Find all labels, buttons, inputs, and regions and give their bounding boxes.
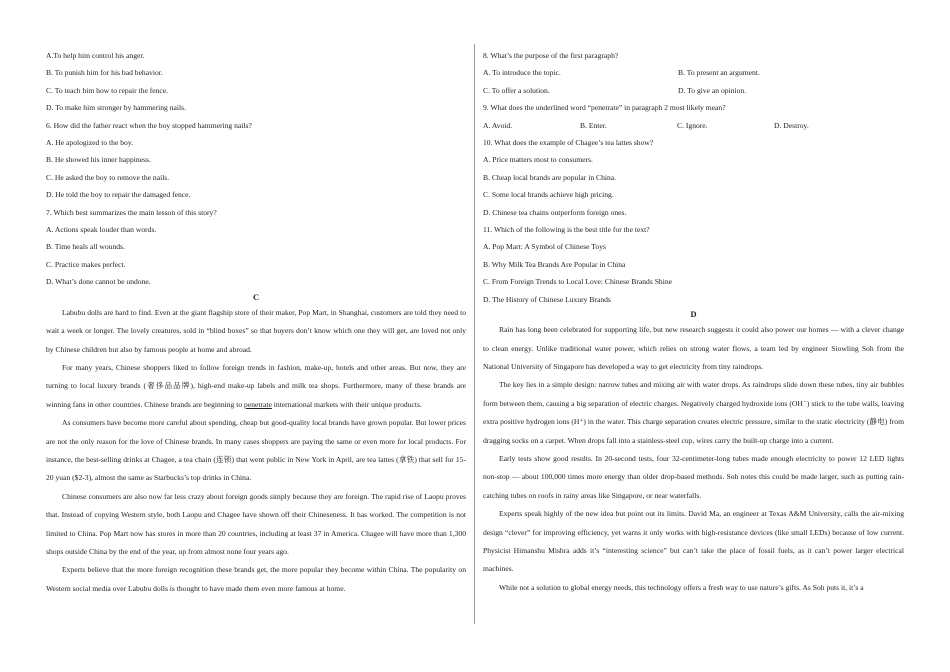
left-column	[46, 47, 466, 598]
q5-option-d: D. To make him stronger by hammering nails.	[46, 103, 186, 113]
q9-option-b: B. Enter.	[580, 120, 607, 130]
q9-question: 9. What does the underlined word “penetrate” in paragraph 2 most likely mean?	[483, 103, 726, 113]
q10-option-c: C. Some local brands achieve high pricing.	[483, 190, 614, 200]
q6-option-c: C. He asked the boy to remove the nails.	[46, 172, 170, 182]
section-d-paragraph-5: While not a solution to global energy needs, this technology offers a fresh way to use nature’s gifts. As Soh puts it, it’s a	[499, 582, 864, 592]
paragraph-2-text-after: international markets with their unique products.	[271, 399, 422, 409]
q9-option-a: A. Avoid.	[483, 120, 513, 130]
q7-option-b: B. Time heals all wounds.	[46, 242, 125, 252]
q11-option-d: D. The History of Chinese Luxury Brands	[483, 294, 611, 304]
q8-option-c: C. To offer a solution.	[483, 85, 550, 95]
q6-option-a: A. He apologized to the boy.	[46, 138, 134, 148]
q7-option-c: C. Practice makes perfect.	[46, 259, 126, 269]
section-d-paragraph-4: Experts speak highly of the new idea but point out its limits. David Ma, an engineer at Texas A&M University, calls the air-mixing design “clever” for improving efficiency, yet warns it only works with high-resistance devices (like small LEDs) because of low current. Physicist Himanshu Mishra adds it’s “interesting science” but can’t take the place of fossil fuels, as it can’t power larger electrical machines.	[483, 509, 904, 574]
q7-option-d: D. What’s done cannot be undone.	[46, 277, 151, 287]
section-c-paragraph-2	[46, 359, 466, 414]
section-c-paragraph-4: Chinese consumers are also now far less crazy about foreign goods simply because they are foreign. The rapid rise of Laopu proves that. Instead of copying Western style, both Laopu and Chagee have shown off their Chineseness. It has worked. The competition is not limited to China. Pop Mart now has stores in more than 20 countries, including at least 37 in America. Chagee will have more than 1,300 shops outside China by the end of the year, up from almost none four years ago.	[46, 491, 466, 556]
q5-option-c: C. To teach him how to repair the fence.	[46, 85, 169, 95]
section-c-paragraph-3: As consumers have become more careful about spending, cheap but good-quality local brands have grown popular. But lower prices are not the only reason for the love of Chinese brands. In many cases shoppers are paying the same or even more for local products. For instance, the best-selling drinks at Chagee, a tea chain (连锁) that went public in New York in April, are tea lattes (拿铁) that sell for 15-20 yuan ($2-3), almost the same as Starbucks’s top drinks in China.	[46, 418, 466, 483]
q8-option-d: D. To give an opinion.	[678, 85, 747, 95]
q6-option-d: D. He told the boy to repair the damaged fence.	[46, 190, 191, 200]
q10-option-d: D. Chinese tea chains outperform foreign ones.	[483, 207, 627, 217]
q7-option-a: A. Actions speak louder than words.	[46, 225, 157, 235]
section-d-paragraph-2: The key lies in a simple design: narrow tubes and mixing air with water drops. As raindrops slide down these tubes, tiny air bubbles form between them, causing a big separation of electric charges. Negatively charged hydroxide ions (OH⁻) stick to the tube walls, leaving extra positive hydrogen ions (H⁺) in the water. This charge separation creates electric pressure, similar to the static electricity (静电) from dragging socks on a carpet. When drops fall into a stainless-steel cup, wires carry the built-up charge into a current.	[483, 380, 904, 445]
q8-option-b: B. To present an argument.	[678, 68, 760, 78]
q10-question: 10. What does the example of Chagee’s tea lattes show?	[483, 138, 654, 148]
q11-option-b: B. Why Milk Tea Brands Are Popular in China	[483, 259, 626, 269]
q8-option-a: A. To introduce the topic.	[483, 68, 561, 78]
q9-option-d: D. Destroy.	[774, 120, 809, 130]
section-c-heading: C	[252, 292, 260, 302]
section-d-paragraph-1: Rain has long been celebrated for supporting life, but new research suggests it could also power our homes — with a clever change to clean energy. Unlike traditional water power, which relies on strong water flows, a team led by engineer Siowling Soh from the National University of Singapore has developed a way to get electricity from tiny raindrops.	[483, 325, 904, 371]
q11-question: 11. Which of the following is the best title for the text?	[483, 225, 650, 235]
q6-option-b: B. He showed his inner happiness.	[46, 155, 151, 165]
section-c-paragraph-1: Labubu dolls are hard to find. Even at the giant flagship store of their maker, Pop Mart, in Shanghai, customers are told they need to wait a week or longer. The lovely creatures, sold in “blind boxes” so that buyers don’t know which one they will get, are loved not only by Chinese children but also by famous people at home and abroad.	[46, 307, 466, 354]
q6-question: 6. How did the father react when the boy stopped hammering nails?	[46, 120, 252, 130]
q5-option-a: A.To help him control his anger.	[46, 51, 145, 60]
q5-option-b: B. To punish him for his bad behavior.	[46, 68, 163, 78]
section-d-heading: D	[690, 310, 697, 320]
q7-question: 7. Which best summarizes the main lesson of this story?	[46, 207, 217, 217]
q10-option-b: B. Cheap local brands are popular in China.	[483, 172, 617, 182]
column-divider	[474, 44, 475, 624]
underlined-word-penetrate: penetrate	[244, 399, 272, 409]
q11-option-c: C. From Foreign Trends to Local Love: Chinese Brands Shine	[483, 277, 672, 287]
q8-question: 8. What’s the purpose of the first paragraph?	[483, 51, 619, 60]
section-d-paragraph-3: Early tests show good results. In 20-second tests, four 32-centimeter-long tubes made enough electricity to power 12 LED lights non-stop — about 100,000 times more energy than older drop-based methods. Soh notes this could be made larger, such as putting rain-catching tubes on roofs in rainy areas like Singapore, or near waterfalls.	[483, 453, 904, 500]
q9-options-row	[483, 117, 904, 134]
q8-options-row-2	[483, 82, 904, 99]
paragraph-2-text-before: For many years, Chinese shoppers liked to follow foreign trends in fashion, make-up, hotels and other areas. But now, they are turning to local luxury brands (奢侈品品牌), high-end make-up labels and milk tea shops. Furthermore, many of these brands are winning fans in other countries. Chinese brands are beginning to	[46, 362, 466, 409]
section-c-paragraph-5: Experts believe that the more foreign recognition these brands get, the more popular they become within China. The popularity on Western social media over Labubu dolls is thought to have made them even more famous at home.	[46, 565, 466, 593]
right-column	[483, 47, 904, 597]
q9-option-c: C. Ignore.	[677, 120, 708, 130]
q10-option-a: A. Price matters most to consumers.	[483, 155, 593, 165]
q8-options-row-1	[483, 64, 904, 81]
q11-option-a: A. Pop Mart: A Symbol of Chinese Toys	[483, 242, 606, 252]
